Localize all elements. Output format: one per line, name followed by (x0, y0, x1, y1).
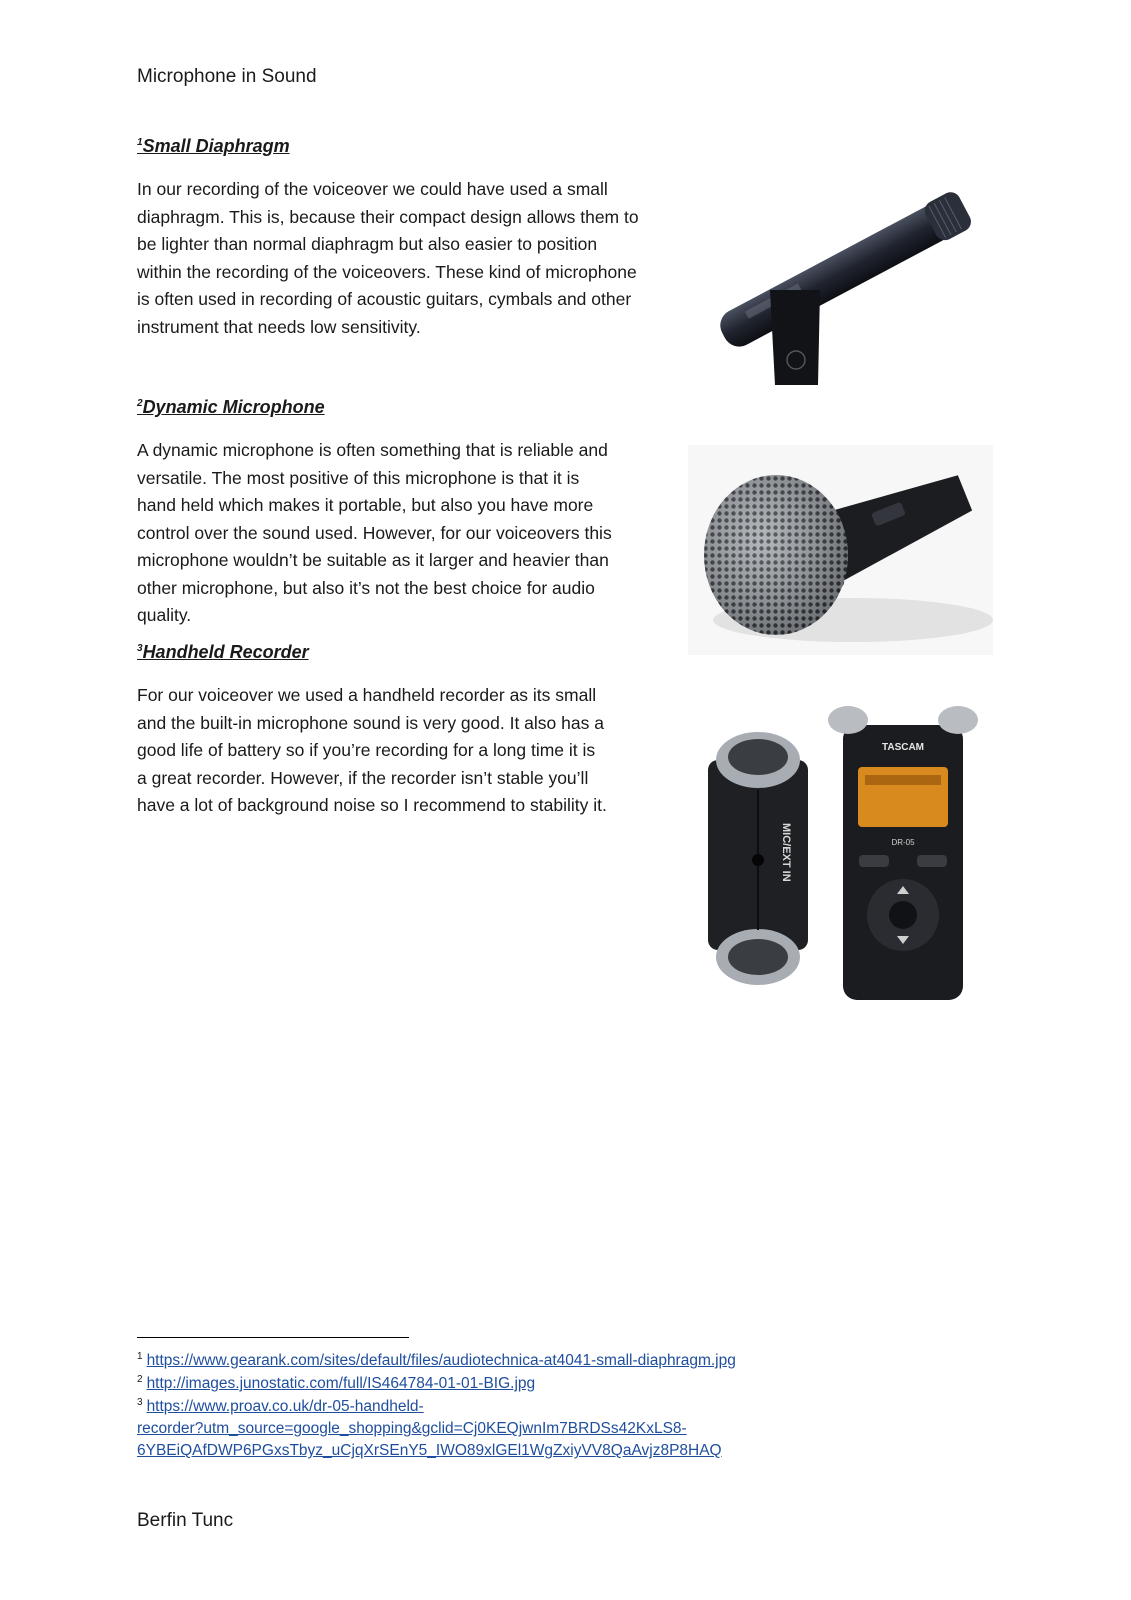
text-line: instrument that needs low sensitivity. (137, 316, 421, 337)
section-paragraph-dynamic-microphone (137, 437, 612, 630)
section-paragraph-handheld-recorder (137, 682, 607, 820)
text-line: a great recorder. However, if the recorder isn’t stable you’ll (137, 767, 589, 788)
heading-text: Small Diaphragm (142, 136, 290, 156)
section-paragraph-small-diaphragm (137, 176, 639, 341)
text-line: is often used in recording of acoustic guitars, cymbals and other (137, 289, 632, 309)
text-line: In our recording of the voiceover we could have used a small (137, 179, 608, 199)
text-line: For our voiceover we used a handheld recorder as its small (137, 685, 597, 705)
section-heading-dynamic-microphone (137, 397, 325, 418)
text-line: have a lot of background noise so I recommend to stability it. (137, 795, 607, 815)
recorder-jack-label: MIC/EXT IN (780, 823, 792, 882)
text-line: A dynamic microphone is often something that is reliable and (137, 440, 608, 460)
footnote-marker: 1 (137, 137, 143, 148)
text-line: hand held which makes it portable, but also you have more (137, 495, 594, 515)
footnote-link[interactable]: http://images.junostatic.com/full/IS464784-01-01-BIG.jpg (146, 1375, 536, 1393)
page-footer-author: Berfin Tunc (137, 1510, 234, 1531)
heading-text: Dynamic Microphone (142, 397, 325, 417)
text-line: within the recording of the voiceovers. These kind of microphone (137, 261, 637, 282)
heading-text: Handheld Recorder (142, 642, 309, 662)
footnote-marker: 2 (137, 398, 143, 409)
footnote-link[interactable]: https://www.gearank.com/sites/default/files/audiotechnica-at4041-small-diaphragm.jpg (146, 1352, 736, 1370)
text-line: other microphone, but also it’s not the best choice for audio (137, 577, 595, 598)
text-line: microphone wouldn’t be suitable as it larger and heavier than (137, 550, 609, 570)
footnote-number: 2 (137, 1374, 143, 1385)
footnote-3 (137, 1392, 722, 1462)
text-line: versatile. The most positive of this microphone is that it is (137, 467, 580, 488)
small-diaphragm-microphone-image (700, 155, 1005, 395)
dynamic-microphone-image (688, 405, 993, 665)
footnote-number: 1 (137, 1351, 143, 1362)
recorder-model-label: DR-05 (891, 838, 915, 847)
footnote-marker: 3 (137, 643, 143, 654)
section-heading-small-diaphragm (137, 136, 290, 157)
page-header: Microphone in Sound (137, 66, 317, 87)
section-heading-handheld-recorder (137, 642, 309, 663)
text-line: diaphragm. This is, because their compact design allows them to (137, 206, 639, 227)
handheld-recorder-image (683, 695, 993, 1025)
footnote-link[interactable]: https://www.proav.co.uk/dr-05-handheld- (146, 1398, 424, 1416)
footnote-divider (137, 1337, 409, 1338)
text-line: good life of battery so if you’re recording for a long time it is (137, 740, 596, 760)
footnote-link-continued[interactable]: recorder?utm_source=google_shopping&gclid=Cj0KEQjwnIm7BRDSs42KxLS8- (137, 1420, 687, 1438)
text-line: be lighter than normal diaphragm but also easier to position (137, 234, 598, 254)
footnote-link-continued[interactable]: 6YBEiQAfDWP6PGxsTbyz_uCjqXrSEnY5_IWO89xlGEl1WgZxiyVV8QaAvjz8P8HAQ (137, 1442, 722, 1460)
text-line: control over the sound used. However, for our voiceovers this (137, 522, 612, 543)
recorder-brand-label: TASCAM (881, 742, 925, 753)
text-line: and the built-in microphone sound is very good. It also has a (137, 712, 604, 733)
footnote-number: 3 (137, 1397, 143, 1408)
text-line: quality. (137, 605, 192, 625)
